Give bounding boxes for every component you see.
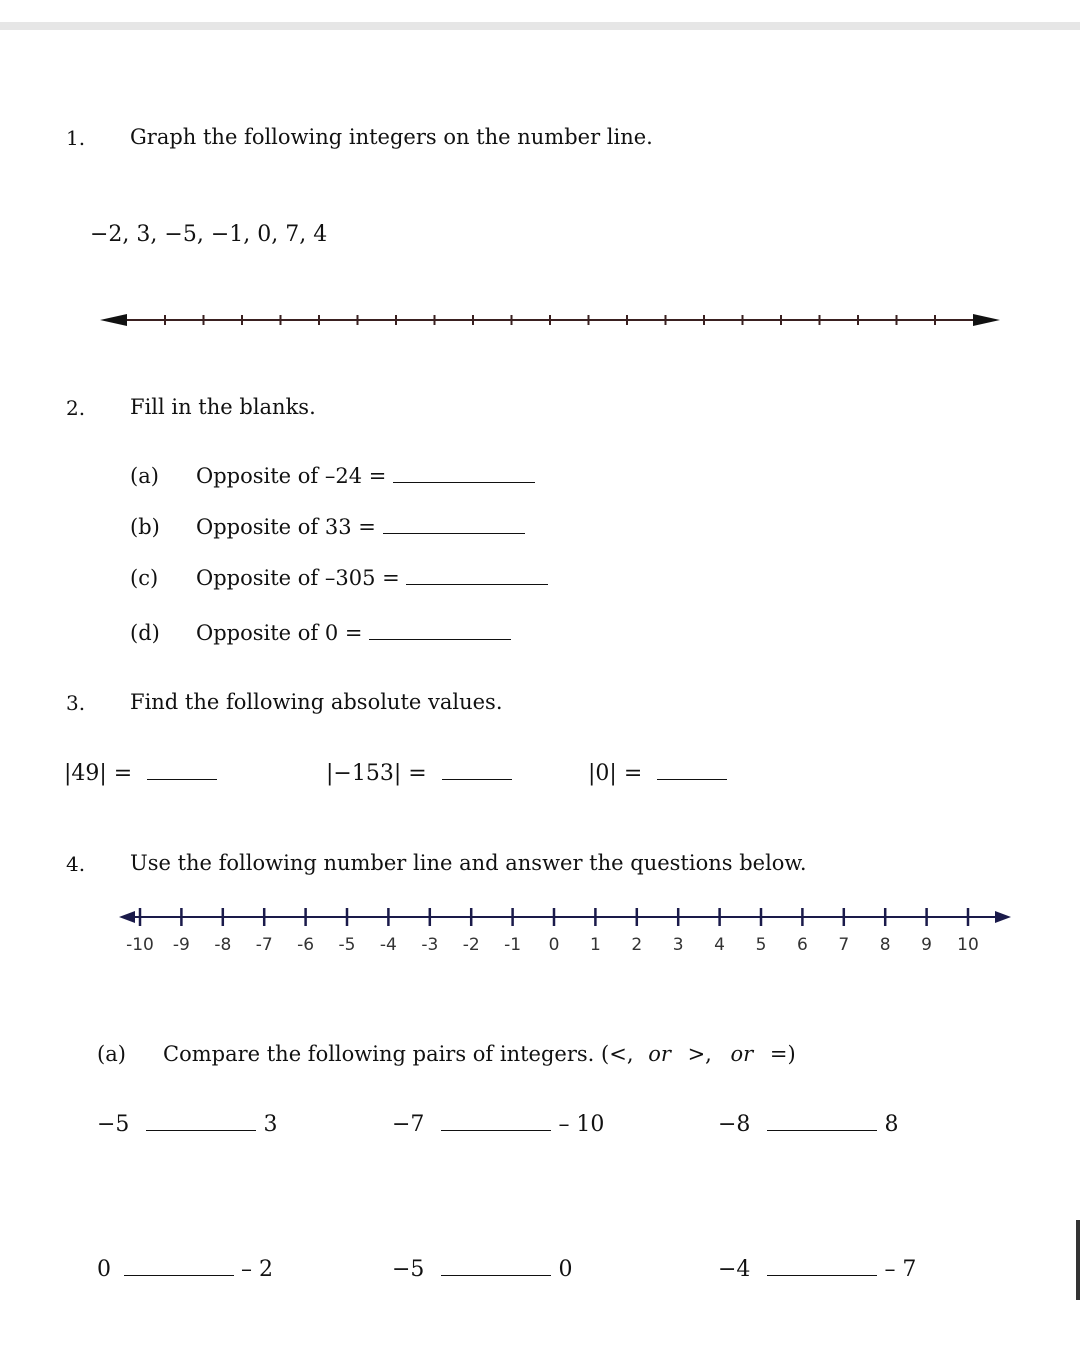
q4-part-a-suffix: =) bbox=[769, 1042, 796, 1066]
q2-item-a bbox=[196, 464, 535, 488]
page-edge-mark bbox=[1076, 1220, 1080, 1300]
q2-item-d-blank[interactable] bbox=[369, 638, 511, 640]
pair-right: 0 bbox=[558, 1257, 573, 1282]
compare-row2-pair3 bbox=[718, 1257, 916, 1282]
q3-number: 3. bbox=[66, 691, 86, 715]
q4-left-arrow-icon bbox=[119, 911, 135, 923]
q3-item-1 bbox=[64, 761, 217, 786]
q1-integer-list: −2, 3, −5, −1, 0, 7, 4 bbox=[90, 222, 328, 247]
q4-tick-label: 9 bbox=[921, 935, 933, 955]
q4-tick-label: 10 bbox=[957, 935, 979, 955]
q4-tick-labels bbox=[126, 935, 979, 955]
pair-right: – 7 bbox=[884, 1257, 917, 1282]
pair-right: 3 bbox=[263, 1112, 278, 1137]
pair-left: −7 bbox=[392, 1112, 425, 1137]
q2-item-d-text: Opposite of 0 = bbox=[196, 621, 363, 645]
pair-left: 0 bbox=[97, 1257, 111, 1282]
q4-tick-label: -4 bbox=[379, 935, 397, 955]
compare-row1-pair3 bbox=[718, 1112, 898, 1137]
q2-item-b-label: (b) bbox=[130, 515, 160, 539]
q3-item-1-blank[interactable] bbox=[147, 778, 217, 780]
q4-part-a-or1: or bbox=[648, 1042, 671, 1066]
q4-right-arrow-icon bbox=[995, 911, 1011, 923]
q4-tick-label: -5 bbox=[338, 935, 356, 955]
q4-part-a-label: (a) bbox=[97, 1042, 126, 1066]
pair-left: −4 bbox=[718, 1257, 751, 1282]
q4-tick-label: -9 bbox=[172, 935, 190, 955]
q4-tick-label: 1 bbox=[589, 935, 601, 955]
compare-row1-pair1 bbox=[97, 1112, 277, 1137]
compare-blank[interactable] bbox=[441, 1274, 551, 1276]
q3-item-2-text: |−153| = bbox=[326, 761, 427, 786]
q4-tick-label: 7 bbox=[838, 935, 850, 955]
q1-number-line[interactable] bbox=[95, 305, 1005, 335]
pair-right: 8 bbox=[884, 1112, 899, 1137]
q4-tick-label: 4 bbox=[714, 935, 726, 955]
q4-tick-label: -3 bbox=[421, 935, 439, 955]
compare-blank[interactable] bbox=[767, 1274, 877, 1276]
q2-instruction: Fill in the blanks. bbox=[130, 395, 316, 419]
q4-number-line[interactable] bbox=[115, 902, 1015, 962]
q4-tick-label: -8 bbox=[214, 935, 232, 955]
q4-tick-label: -6 bbox=[297, 935, 315, 955]
q3-item-2-blank[interactable] bbox=[442, 778, 512, 780]
q2-item-c-label: (c) bbox=[130, 566, 159, 590]
q4-number: 4. bbox=[66, 852, 86, 876]
pair-right: – 10 bbox=[558, 1112, 605, 1137]
q1-instruction: Graph the following integers on the number line. bbox=[130, 125, 653, 149]
q2-item-b-blank[interactable] bbox=[383, 532, 525, 534]
q2-item-a-text: Opposite of –24 = bbox=[196, 464, 387, 488]
q2-item-a-blank[interactable] bbox=[393, 481, 535, 483]
q4-part-a-instruction bbox=[163, 1042, 796, 1066]
pair-left: −8 bbox=[718, 1112, 751, 1137]
q2-item-b-text: Opposite of 33 = bbox=[196, 515, 376, 539]
q2-item-c-blank[interactable] bbox=[406, 583, 548, 585]
right-arrow-icon bbox=[973, 314, 1000, 326]
q4-part-a-mid: >, bbox=[687, 1042, 712, 1066]
q4-tick-label: -7 bbox=[255, 935, 273, 955]
q2-item-d bbox=[196, 621, 511, 645]
q2-item-c bbox=[196, 566, 548, 590]
q3-item-3-text: |0| = bbox=[588, 761, 643, 786]
top-divider bbox=[0, 22, 1080, 30]
q3-item-3 bbox=[588, 761, 727, 786]
pair-left: −5 bbox=[392, 1257, 425, 1282]
compare-blank[interactable] bbox=[441, 1129, 551, 1131]
left-arrow-icon bbox=[100, 314, 127, 326]
q1-ticks bbox=[165, 315, 935, 325]
q4-instruction: Use the following number line and answer the questions below. bbox=[130, 851, 807, 875]
q4-tick-label: -2 bbox=[462, 935, 480, 955]
pair-left: −5 bbox=[97, 1112, 130, 1137]
compare-row1-pair2 bbox=[392, 1112, 604, 1137]
q2-number: 2. bbox=[66, 396, 86, 420]
q4-tick-label: 0 bbox=[548, 935, 560, 955]
q2-item-c-text: Opposite of –305 = bbox=[196, 566, 400, 590]
q1-number: 1. bbox=[66, 126, 86, 150]
q4-tick-label: 6 bbox=[796, 935, 808, 955]
q4-part-a-prefix: Compare the following pairs of integers. (<, bbox=[163, 1042, 634, 1066]
compare-blank[interactable] bbox=[124, 1274, 234, 1276]
compare-row2-pair2 bbox=[392, 1257, 572, 1282]
q4-part-a-or2: or bbox=[730, 1042, 754, 1066]
compare-row2-pair1 bbox=[97, 1257, 273, 1282]
q4-tick-label: -1 bbox=[504, 935, 522, 955]
q3-item-3-blank[interactable] bbox=[657, 778, 727, 780]
q4-tick-label: -10 bbox=[126, 935, 154, 955]
q2-item-a-label: (a) bbox=[130, 464, 159, 488]
q3-item-1-text: |49| = bbox=[64, 761, 133, 786]
pair-right: – 2 bbox=[241, 1257, 273, 1282]
q2-item-b bbox=[196, 515, 525, 539]
q4-tick-label: 8 bbox=[879, 935, 891, 955]
q4-tick-label: 5 bbox=[755, 935, 767, 955]
q4-ticks bbox=[140, 908, 968, 926]
q4-tick-label: 2 bbox=[631, 935, 643, 955]
q3-item-2 bbox=[326, 761, 512, 786]
q2-item-d-label: (d) bbox=[130, 621, 160, 645]
compare-blank[interactable] bbox=[767, 1129, 877, 1131]
compare-blank[interactable] bbox=[146, 1129, 256, 1131]
q4-tick-label: 3 bbox=[672, 935, 684, 955]
q3-instruction: Find the following absolute values. bbox=[130, 690, 503, 714]
